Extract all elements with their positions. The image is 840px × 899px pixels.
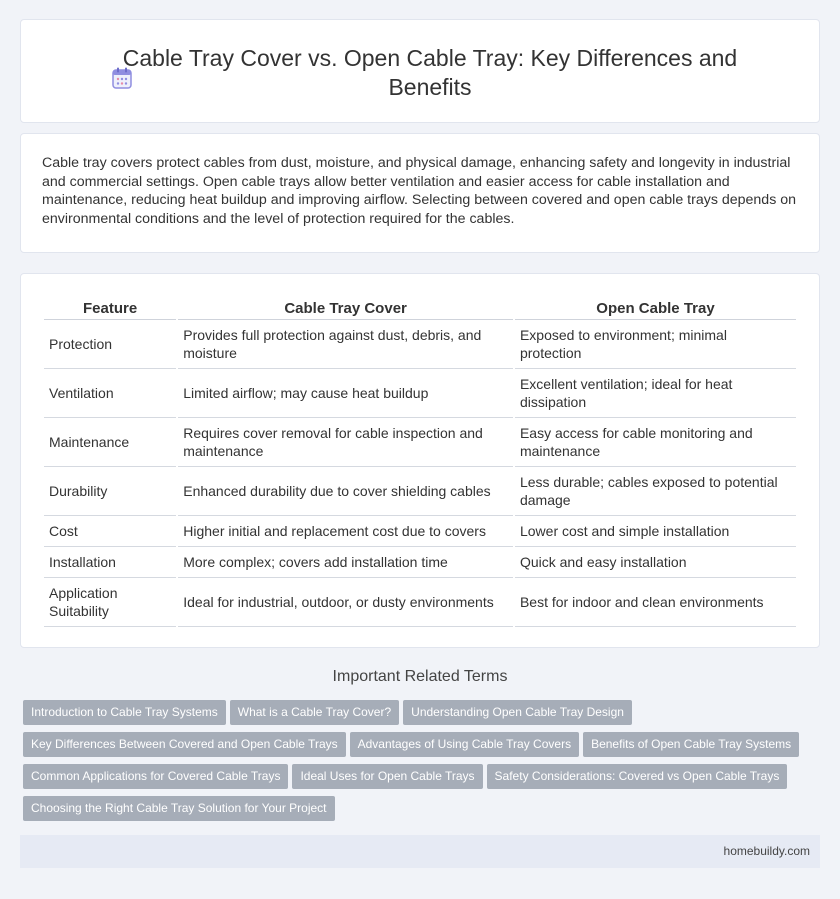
- table-header-row: [44, 297, 796, 320]
- cover-cell: Enhanced durability due to cover shielding cables: [178, 467, 513, 516]
- table-row: [44, 418, 796, 467]
- comparison-table-card: [20, 273, 820, 648]
- feature-cell: Maintenance: [44, 418, 176, 467]
- open-cell: Exposed to environment; minimal protection: [515, 320, 796, 369]
- header-cable-tray-cover: Cable Tray Cover: [178, 297, 513, 320]
- related-term-tag[interactable]: Key Differences Between Covered and Open Cable Trays: [23, 732, 346, 757]
- footer: [20, 835, 820, 868]
- feature-cell: Cost: [44, 516, 176, 547]
- related-term-tag[interactable]: What is a Cable Tray Cover?: [230, 700, 399, 725]
- related-term-tag[interactable]: Introduction to Cable Tray Systems: [23, 700, 226, 725]
- related-terms-list: [23, 700, 813, 828]
- related-term-tag[interactable]: Advantages of Using Cable Tray Covers: [350, 732, 579, 757]
- comparison-table: [42, 297, 798, 627]
- related-term-tag[interactable]: Benefits of Open Cable Tray Systems: [583, 732, 799, 757]
- table-row: [44, 516, 796, 547]
- feature-cell: Durability: [44, 467, 176, 516]
- table-row: [44, 320, 796, 369]
- table-row: [44, 578, 796, 627]
- related-terms-heading: Important Related Terms: [332, 668, 508, 685]
- footer-site-link[interactable]: homebuildy.com: [723, 844, 810, 858]
- open-cell: Less durable; cables exposed to potential damage: [515, 467, 796, 516]
- cover-cell: Limited airflow; may cause heat buildup: [178, 369, 513, 418]
- table-row: [44, 369, 796, 418]
- feature-cell: Ventilation: [44, 369, 176, 418]
- related-term-tag[interactable]: Common Applications for Covered Cable Trays: [23, 764, 288, 789]
- intro-paragraph: Cable tray covers protect cables from dust, moisture, and physical damage, enhancing safety and longevity in industrial and commercial settings. Open cable trays allow better ventilation and easier access for cable installation and maintenance, reducing heat buildup and improving airflow. Selecting between covered and open cable trays depends on environmental conditions and the level of protection required for the cables.: [42, 155, 797, 227]
- open-cell: Quick and easy installation: [515, 547, 796, 578]
- header-feature: Feature: [44, 297, 176, 320]
- cover-cell: Higher initial and replacement cost due to covers: [178, 516, 513, 547]
- cover-cell: Provides full protection against dust, debris, and moisture: [178, 320, 513, 369]
- table-row: [44, 467, 796, 516]
- cover-cell: More complex; covers add installation time: [178, 547, 513, 578]
- feature-cell: Protection: [44, 320, 176, 369]
- feature-cell: Installation: [44, 547, 176, 578]
- cover-cell: Requires cover removal for cable inspection and maintenance: [178, 418, 513, 467]
- intro-card: [20, 133, 820, 253]
- header-open-cable-tray: Open Cable Tray: [515, 297, 796, 320]
- related-term-tag[interactable]: Safety Considerations: Covered vs Open Cable Trays: [487, 764, 788, 789]
- related-term-tag[interactable]: Ideal Uses for Open Cable Trays: [292, 764, 482, 789]
- page-title: Cable Tray Cover vs. Open Cable Tray: Key Differences and Benefits: [122, 45, 738, 100]
- table-row: [44, 547, 796, 578]
- feature-cell: Application Suitability: [44, 578, 176, 627]
- open-cell: Lower cost and simple installation: [515, 516, 796, 547]
- cover-cell: Ideal for industrial, outdoor, or dusty environments: [178, 578, 513, 627]
- open-cell: Best for indoor and clean environments: [515, 578, 796, 627]
- related-term-tag[interactable]: Choosing the Right Cable Tray Solution for Your Project: [23, 796, 335, 821]
- open-cell: Excellent ventilation; ideal for heat dissipation: [515, 369, 796, 418]
- title-card: [20, 19, 820, 123]
- open-cell: Easy access for cable monitoring and maintenance: [515, 418, 796, 467]
- related-term-tag[interactable]: Understanding Open Cable Tray Design: [403, 700, 632, 725]
